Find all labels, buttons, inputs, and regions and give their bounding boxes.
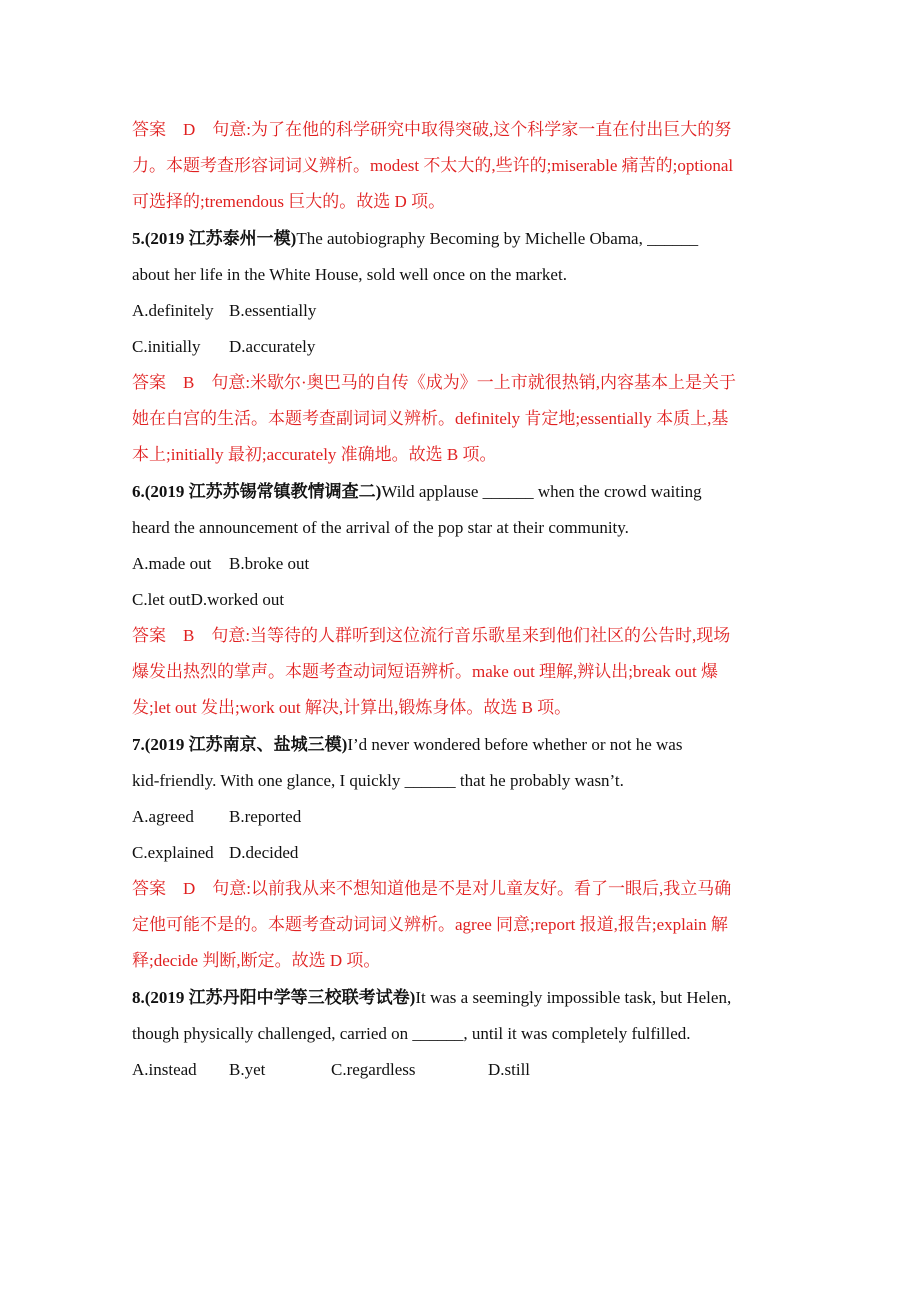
q6-stem-line-2: heard the announcement of the arrival of the pop star at their community. (132, 518, 629, 537)
q7-answer-line-3: 释;decide 判断,断定。故选 D 项。 (132, 951, 381, 970)
q7-options-ab (132, 806, 301, 828)
q8-options (132, 1059, 530, 1081)
q7-answer-line-2: 定他可能不是的。本题考查动词词义辨析。agree 同意;report 报道,报告;explain 解 (132, 915, 728, 934)
q8-option-c: C.regardless (331, 1060, 416, 1079)
q7-source: 7.(2019 江苏南京、盐城三模) (132, 735, 348, 754)
q8-option-b: B.yet (229, 1060, 266, 1079)
q4-answer-line-3: 可选择的;tremendous 巨大的。故选 D 项。 (132, 192, 446, 211)
q5-answer-line-1: 答案 B 句意:米歇尔·奥巴马的自传《成为》一上市就很热销,内容基本上是关于 (132, 373, 736, 392)
q7-option-d: D.decided (229, 843, 299, 862)
q5-option-d: D.accurately (229, 337, 316, 356)
q5-options-ab (132, 300, 316, 322)
q8-option-d: D.still (488, 1060, 531, 1079)
q5-option-b: B.essentially (229, 301, 317, 320)
q6-stem-line-1 (132, 481, 702, 503)
q6-answer-line-3: 发;let out 发出;work out 解决,计算出,锻炼身体。故选 B 项。 (132, 698, 572, 717)
q5-options-cd (132, 336, 315, 358)
q7-answer-line-1: 答案 D 句意:以前我从来不想知道他是不是对儿童友好。看了一眼后,我立马确 (132, 879, 732, 898)
q6-option-b: B.broke out (229, 554, 310, 573)
q5-option-a: A.definitely (132, 301, 214, 320)
q5-stem-text: The autobiography Becoming by Michelle Obama, ______ (296, 229, 699, 248)
q7-stem-line-2: kid-friendly. With one glance, I quickly ______ that he probably wasn’t. (132, 771, 624, 790)
q6-option-a: A.made out (132, 554, 212, 573)
q7-option-a: A.agreed (132, 807, 194, 826)
q6-option-c: C.let out (132, 590, 191, 609)
q8-stem-line-2: though physically challenged, carried on ______, until it was completely fulfilled. (132, 1024, 691, 1043)
q8-stem-text: It was a seemingly impossible task, but Helen, (415, 988, 732, 1007)
q5-answer-line-2: 她在白宫的生活。本题考查副词词义辨析。definitely 肯定地;essentially 本质上,基 (132, 409, 729, 428)
q5-stem-line-1 (132, 228, 698, 250)
q6-answer-line-1: 答案 B 句意:当等待的人群听到这位流行音乐歌星来到他们社区的公告时,现场 (132, 626, 731, 645)
q7-option-c: C.explained (132, 843, 214, 862)
q8-option-a: A.instead (132, 1060, 197, 1079)
q4-answer-line-2: 力。本题考查形容词词义辨析。modest 不太大的,些许的;miserable 痛苦的;optional (132, 156, 734, 175)
q5-source: 5.(2019 江苏泰州一模) (132, 229, 297, 248)
q6-stem-text: Wild applause ______ when the crowd waiting (381, 482, 702, 501)
q7-stem-text: I’d never wondered before whether or not he was (347, 735, 683, 754)
q5-option-c: C.initially (132, 337, 201, 356)
q7-options-cd (132, 842, 298, 864)
q6-answer-line-2: 爆发出热烈的掌声。本题考查动词短语辨析。make out 理解,辨认出;break out 爆 (132, 662, 718, 681)
q7-option-b: B.reported (229, 807, 302, 826)
q5-stem-line-2: about her life in the White House, sold well once on the market. (132, 265, 567, 284)
q8-source: 8.(2019 江苏丹阳中学等三校联考试卷) (132, 988, 416, 1007)
q7-stem-line-1 (132, 734, 682, 756)
q6-option-d: D.worked out (190, 590, 285, 609)
q4-answer-line-1: 答案 D 句意:为了在他的科学研究中取得突破,这个科学家一直在付出巨大的努 (132, 120, 732, 139)
q8-stem-line-1 (132, 987, 731, 1009)
q6-options-ab (132, 553, 309, 575)
q5-answer-line-3: 本上;initially 最初;accurately 准确地。故选 B 项。 (132, 445, 497, 464)
q6-source: 6.(2019 江苏苏锡常镇教情调查二) (132, 482, 382, 501)
q6-options-cd (132, 589, 284, 611)
